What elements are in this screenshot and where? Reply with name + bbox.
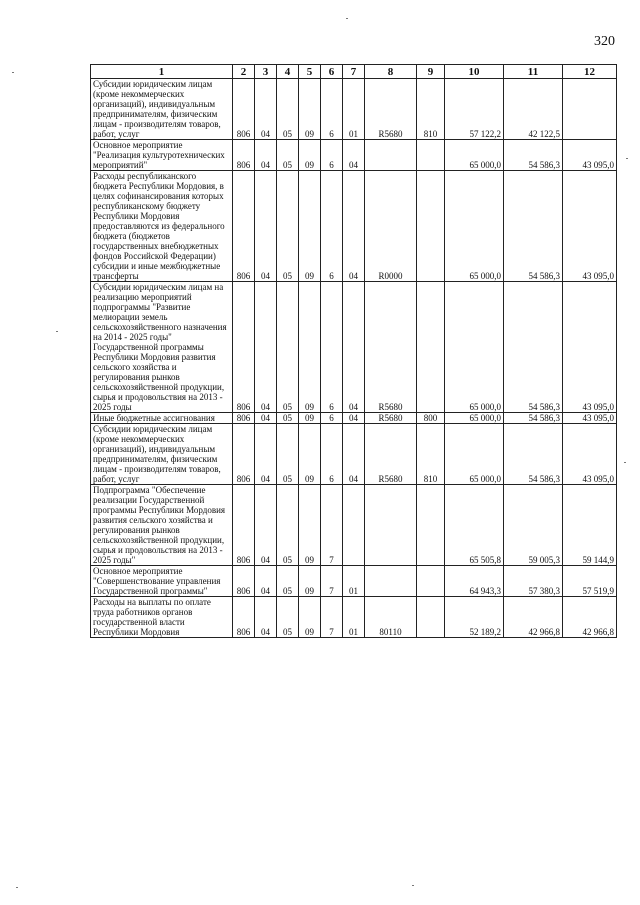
cell-col4: 05 bbox=[277, 282, 299, 413]
cell-col10: 65 000,0 bbox=[445, 282, 504, 413]
cell-col12: 43 095,0 bbox=[563, 171, 617, 282]
cell-col8: 80110 bbox=[365, 597, 417, 638]
row-name: Расходы республиканского бюджета Республики Мордовия, в целях софинансирования которых республиканскому бюджету Республики Мордовия предоставляются из федерального бюджета (бюджетов государственных внебюджетных фондов Российской Федерации) субсидии и иные межбюджетные трансферты bbox=[91, 171, 233, 282]
cell-col12: 59 144,9 bbox=[563, 485, 617, 566]
cell-col2: 806 bbox=[233, 597, 255, 638]
cell-col5: 09 bbox=[299, 282, 321, 413]
scan-speck bbox=[626, 158, 628, 159]
cell-col9 bbox=[417, 282, 445, 413]
cell-col9 bbox=[417, 140, 445, 171]
cell-col4: 05 bbox=[277, 566, 299, 597]
cell-col12 bbox=[563, 79, 617, 140]
cell-col8 bbox=[365, 485, 417, 566]
cell-col12: 43 095,0 bbox=[563, 282, 617, 413]
cell-col10: 65 000,0 bbox=[445, 171, 504, 282]
cell-col2: 806 bbox=[233, 140, 255, 171]
cell-col4: 05 bbox=[277, 597, 299, 638]
table-row bbox=[91, 79, 617, 140]
cell-col10: 65 000,0 bbox=[445, 424, 504, 485]
table-row bbox=[91, 282, 617, 413]
cell-col7: 04 bbox=[343, 424, 365, 485]
col-header-10: 10 bbox=[445, 65, 504, 79]
cell-col2: 806 bbox=[233, 566, 255, 597]
table-row bbox=[91, 413, 617, 424]
row-name: Субсидии юридическим лицам (кроме некоммерческих организаций), индивидуальным предпринимателям, физическим лицам - производителям товаров, работ, услуг bbox=[91, 424, 233, 485]
cell-col4: 05 bbox=[277, 79, 299, 140]
cell-col2: 806 bbox=[233, 282, 255, 413]
cell-col11: 54 586,3 bbox=[504, 171, 563, 282]
cell-col5: 09 bbox=[299, 79, 321, 140]
table-row bbox=[91, 424, 617, 485]
cell-col10: 65 505,8 bbox=[445, 485, 504, 566]
page-number: 320 bbox=[594, 34, 615, 49]
cell-col9 bbox=[417, 566, 445, 597]
header-row bbox=[91, 65, 617, 79]
cell-col9 bbox=[417, 485, 445, 566]
cell-col9 bbox=[417, 597, 445, 638]
cell-col6: 6 bbox=[321, 424, 343, 485]
cell-col3: 04 bbox=[255, 79, 277, 140]
col-header-7: 7 bbox=[343, 65, 365, 79]
row-name: Субсидии юридическим лицам (кроме некоммерческих организаций), индивидуальным предпринимателям, физическим лицам - производителям товаров, работ, услуг bbox=[91, 79, 233, 140]
cell-col5: 09 bbox=[299, 597, 321, 638]
table-row bbox=[91, 140, 617, 171]
cell-col3: 04 bbox=[255, 424, 277, 485]
cell-col4: 05 bbox=[277, 485, 299, 566]
cell-col5: 09 bbox=[299, 485, 321, 566]
cell-col10: 52 189,2 bbox=[445, 597, 504, 638]
cell-col7: 04 bbox=[343, 282, 365, 413]
cell-col12: 43 095,0 bbox=[563, 140, 617, 171]
cell-col2: 806 bbox=[233, 485, 255, 566]
cell-col6: 6 bbox=[321, 282, 343, 413]
cell-col7: 04 bbox=[343, 140, 365, 171]
cell-col6: 7 bbox=[321, 566, 343, 597]
cell-col5: 09 bbox=[299, 424, 321, 485]
cell-col11: 54 586,3 bbox=[504, 424, 563, 485]
col-header-5: 5 bbox=[299, 65, 321, 79]
cell-col3: 04 bbox=[255, 485, 277, 566]
col-header-2: 2 bbox=[233, 65, 255, 79]
col-header-1: 1 bbox=[91, 65, 233, 79]
cell-col7: 01 bbox=[343, 566, 365, 597]
cell-col4: 05 bbox=[277, 413, 299, 424]
col-header-3: 3 bbox=[255, 65, 277, 79]
cell-col9 bbox=[417, 171, 445, 282]
cell-col3: 04 bbox=[255, 140, 277, 171]
cell-col10: 65 000,0 bbox=[445, 140, 504, 171]
col-header-9: 9 bbox=[417, 65, 445, 79]
cell-col11: 54 586,3 bbox=[504, 140, 563, 171]
cell-col11: 54 586,3 bbox=[504, 282, 563, 413]
cell-col2: 806 bbox=[233, 79, 255, 140]
cell-col12: 43 095,0 bbox=[563, 424, 617, 485]
cell-col2: 806 bbox=[233, 424, 255, 485]
cell-col11: 42 966,8 bbox=[504, 597, 563, 638]
cell-col6: 6 bbox=[321, 413, 343, 424]
cell-col10: 57 122,2 bbox=[445, 79, 504, 140]
cell-col11: 59 005,3 bbox=[504, 485, 563, 566]
table-row bbox=[91, 171, 617, 282]
cell-col5: 09 bbox=[299, 140, 321, 171]
budget-table bbox=[90, 64, 617, 638]
cell-col3: 04 bbox=[255, 413, 277, 424]
table-row bbox=[91, 566, 617, 597]
cell-col8: R5680 bbox=[365, 413, 417, 424]
cell-col5: 09 bbox=[299, 413, 321, 424]
scan-speck bbox=[12, 72, 14, 73]
col-header-12: 12 bbox=[563, 65, 617, 79]
col-header-8: 8 bbox=[365, 65, 417, 79]
cell-col12: 43 095,0 bbox=[563, 413, 617, 424]
scan-speck bbox=[412, 885, 414, 886]
cell-col5: 09 bbox=[299, 171, 321, 282]
scan-speck bbox=[624, 462, 626, 463]
cell-col8: R5680 bbox=[365, 282, 417, 413]
cell-col2: 806 bbox=[233, 413, 255, 424]
cell-col3: 04 bbox=[255, 566, 277, 597]
cell-col7: 04 bbox=[343, 171, 365, 282]
scan-speck bbox=[16, 887, 18, 888]
cell-col6: 6 bbox=[321, 79, 343, 140]
cell-col11: 54 586,3 bbox=[504, 413, 563, 424]
cell-col8: R5680 bbox=[365, 79, 417, 140]
row-name: Расходы на выплаты по оплате труда работников органов государственной власти Республики Мордовия bbox=[91, 597, 233, 638]
col-header-6: 6 bbox=[321, 65, 343, 79]
cell-col9: 800 bbox=[417, 413, 445, 424]
cell-col4: 05 bbox=[277, 171, 299, 282]
cell-col12: 42 966,8 bbox=[563, 597, 617, 638]
cell-col6: 6 bbox=[321, 171, 343, 282]
cell-col9: 810 bbox=[417, 424, 445, 485]
cell-col3: 04 bbox=[255, 282, 277, 413]
cell-col8: R5680 bbox=[365, 424, 417, 485]
cell-col11: 42 122,5 bbox=[504, 79, 563, 140]
row-name: Основное мероприятие "Совершенствование управления Государственной программы" bbox=[91, 566, 233, 597]
row-name: Иные бюджетные ассигнования bbox=[91, 413, 233, 424]
table-row bbox=[91, 485, 617, 566]
col-header-11: 11 bbox=[504, 65, 563, 79]
row-name: Субсидии юридическим лицам на реализацию мероприятий подпрограммы "Развитие мелиорации земель сельскохозяйственного назначения на 2014 - 2025 годы" Государственной программы Республики Мордовия развития сельского хозяйства и регулирования рынков сельскохозяйственной продукции, сырья и продовольствия на 2013 - 2025 годы bbox=[91, 282, 233, 413]
scan-speck bbox=[56, 331, 58, 332]
cell-col9: 810 bbox=[417, 79, 445, 140]
cell-col8 bbox=[365, 566, 417, 597]
cell-col8 bbox=[365, 140, 417, 171]
row-name: Основное мероприятие "Реализация культуротехнических мероприятий" bbox=[91, 140, 233, 171]
cell-col2: 806 bbox=[233, 171, 255, 282]
cell-col4: 05 bbox=[277, 424, 299, 485]
cell-col8: R0000 bbox=[365, 171, 417, 282]
cell-col7 bbox=[343, 485, 365, 566]
cell-col10: 65 000,0 bbox=[445, 413, 504, 424]
cell-col10: 64 943,3 bbox=[445, 566, 504, 597]
cell-col12: 57 519,9 bbox=[563, 566, 617, 597]
row-name: Подпрограмма "Обеспечение реализации Государственной программы Республики Мордовия развития сельского хозяйства и регулирования рынков сельскохозяйственной продукции, сырья и продовольствия на 2013 - 2025 годы" bbox=[91, 485, 233, 566]
cell-col7: 01 bbox=[343, 79, 365, 140]
cell-col3: 04 bbox=[255, 171, 277, 282]
cell-col5: 09 bbox=[299, 566, 321, 597]
cell-col7: 01 bbox=[343, 597, 365, 638]
cell-col3: 04 bbox=[255, 597, 277, 638]
cell-col11: 57 380,3 bbox=[504, 566, 563, 597]
cell-col6: 7 bbox=[321, 597, 343, 638]
col-header-4: 4 bbox=[277, 65, 299, 79]
cell-col7: 04 bbox=[343, 413, 365, 424]
cell-col6: 7 bbox=[321, 485, 343, 566]
table-row bbox=[91, 597, 617, 638]
scan-speck bbox=[346, 18, 348, 19]
cell-col6: 6 bbox=[321, 140, 343, 171]
cell-col4: 05 bbox=[277, 140, 299, 171]
